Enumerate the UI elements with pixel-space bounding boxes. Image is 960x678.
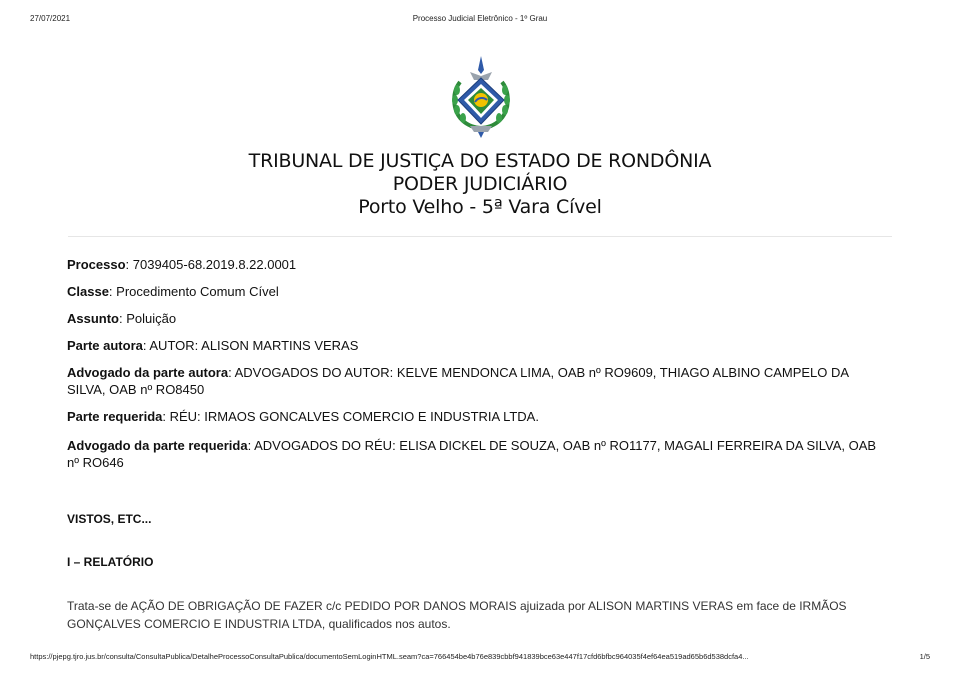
print-title: Processo Judicial Eletrônico - 1º Grau bbox=[412, 14, 548, 23]
processo-value: : 7039405-68.2019.8.22.0001 bbox=[125, 257, 297, 272]
advogado-requerida-value: : ADVOGADOS DO RÉU: ELISA DICKEL DE SOUZA, OAB nº RO1177, MAGALI FERREIRA DA SILVA, OAB nº RO646 bbox=[67, 438, 877, 470]
court-name: TRIBUNAL DE JUSTIÇA DO ESTADO DE RONDÔNIA bbox=[248, 150, 712, 172]
section-title: I – RELATÓRIO bbox=[67, 555, 154, 569]
page-number: 1/5 bbox=[919, 652, 930, 661]
coat-of-arms-icon bbox=[448, 52, 514, 142]
court-header bbox=[0, 150, 960, 219]
print-footer bbox=[30, 652, 930, 664]
parte-requerida-row bbox=[67, 408, 887, 425]
vistos-heading: VISTOS, ETC... bbox=[67, 512, 152, 526]
advogado-autora-label: Advogado da parte autora bbox=[67, 365, 229, 380]
header-divider bbox=[68, 236, 892, 237]
court-location: Porto Velho - 5ª Vara Cível bbox=[358, 196, 602, 218]
parte-autora-label: Parte autora bbox=[67, 338, 143, 353]
assunto-row bbox=[67, 310, 887, 327]
classe-label: Classe bbox=[67, 284, 109, 299]
assunto-value: : Poluição bbox=[119, 311, 177, 326]
advogado-autora-value: : ADVOGADOS DO AUTOR: KELVE MENDONCA LIMA, OAB nº RO9609, THIAGO ALBINO CAMPELO DA SILVA, OAB nº RO8450 bbox=[67, 365, 849, 397]
parte-requerida-value: : RÉU: IRMAOS GONCALVES COMERCIO E INDUSTRIA LTDA. bbox=[162, 409, 539, 424]
parte-autora-row bbox=[67, 337, 887, 354]
print-header bbox=[30, 14, 930, 28]
advogado-requerida-row bbox=[67, 437, 887, 471]
report-paragraph: Trata-se de AÇÃO DE OBRIGAÇÃO DE FAZER c/c PEDIDO POR DANOS MORAIS ajuizada por ALISON MARTINS VERAS em face de IRMÃOS GONÇALVES COMERCIO E INDUSTRIA LTDA, qualificados nos autos. bbox=[67, 599, 847, 631]
court-branch: PODER JUDICIÁRIO bbox=[392, 173, 568, 195]
classe-value: : Procedimento Comum Cível bbox=[108, 284, 279, 299]
print-date: 27/07/2021 bbox=[30, 14, 71, 23]
processo-label: Processo bbox=[67, 257, 126, 272]
parte-autora-value: : AUTOR: ALISON MARTINS VERAS bbox=[142, 338, 359, 353]
classe-row bbox=[67, 283, 887, 300]
document-url: https://pjepg.tjro.jus.br/consulta/ConsultaPublica/DetalheProcessoConsultaPublica/documentoSemLoginHTML.seam?ca=766454be4b76e839cbbf941839bce63e447f17cfd6bfbc964035f4ef64ea519ad65b6d538dcfa4... bbox=[30, 652, 749, 661]
assunto-label: Assunto bbox=[67, 311, 119, 326]
advogado-autora-row bbox=[67, 364, 887, 398]
advogado-requerida-label: Advogado da parte requerida bbox=[67, 438, 248, 453]
processo-row bbox=[67, 256, 887, 273]
parte-requerida-label: Parte requerida bbox=[67, 409, 163, 424]
